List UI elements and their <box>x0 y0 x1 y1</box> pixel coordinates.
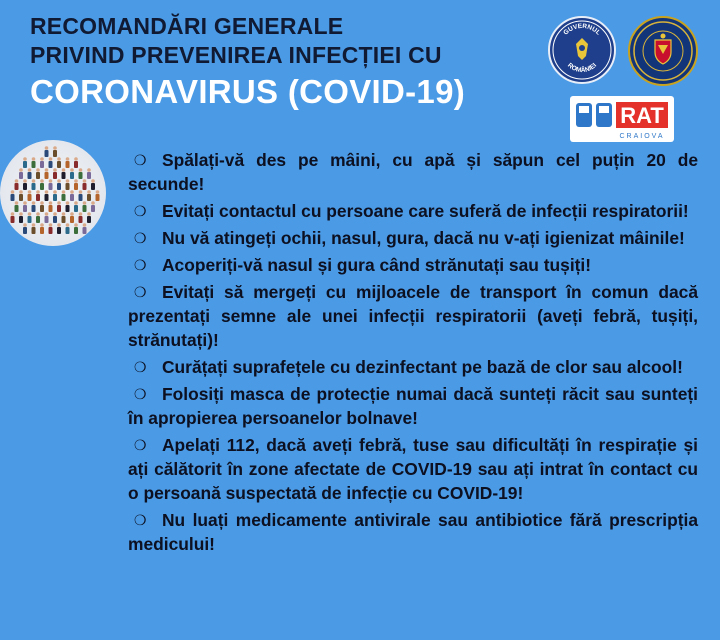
person-figure <box>36 190 40 201</box>
person-figure <box>83 201 87 212</box>
person-figure <box>66 201 70 212</box>
person-figure <box>57 201 61 212</box>
person-figure <box>19 212 23 223</box>
person-figure <box>70 190 74 201</box>
person-figure <box>66 223 70 234</box>
person-figure <box>57 157 61 168</box>
person-figure <box>23 179 27 190</box>
person-figure <box>53 168 57 179</box>
person-figure <box>32 179 36 190</box>
recommendation-item <box>128 226 698 250</box>
recommendation-item <box>128 148 698 196</box>
bullet-circle-icon: ❍ <box>134 512 147 528</box>
person-figure <box>32 223 36 234</box>
person-figure <box>15 179 19 190</box>
recommendation-item <box>128 199 698 223</box>
title-line-2: PRIVIND PREVENIREA INFECȚIEI CU <box>30 42 442 68</box>
recommendation-text: Acoperiți-vă nasul și gura când strănutați sau tușiți! <box>162 255 592 275</box>
person-figure <box>32 201 36 212</box>
person-figure <box>45 190 49 201</box>
person-figure <box>49 179 53 190</box>
poster-title <box>30 12 530 112</box>
bullet-circle-icon: ❍ <box>134 203 147 219</box>
recommendation-list <box>128 148 698 559</box>
bullet-circle-icon: ❍ <box>134 386 147 402</box>
person-figure <box>28 190 32 201</box>
person-figure <box>19 168 23 179</box>
person-figure <box>83 223 87 234</box>
bullet-circle-icon: ❍ <box>134 437 147 453</box>
svg-text:ROMÂNIEI <box>566 62 598 74</box>
person-figure <box>79 190 83 201</box>
person-figure <box>49 157 53 168</box>
person-figure <box>91 201 95 212</box>
recommendation-text: Apelați 112, dacă aveți febră, tuse sau dificultăți în respirație și ați călătorit în zone afectate de COVID-19 sau ați intrat în contact cu o persoană suspectată de infecție cu COVID-19! <box>128 435 698 503</box>
person-figure <box>96 190 100 201</box>
person-figure <box>83 179 87 190</box>
rat-logo-subtext: CRAIOVA <box>619 133 665 140</box>
person-figure <box>91 179 95 190</box>
person-figure <box>79 168 83 179</box>
person-figure <box>15 201 19 212</box>
recommendation-text: Folosiți masca de protecție numai dacă sunteți răcit sau sunteți în apropierea persoanelor bolnave! <box>128 384 698 428</box>
recommendation-item <box>128 355 698 379</box>
person-figure <box>49 223 53 234</box>
bullet-circle-icon: ❍ <box>134 359 147 375</box>
person-figure <box>53 212 57 223</box>
person-figure <box>36 212 40 223</box>
person-figure <box>74 157 78 168</box>
recommendation-text: Evitați contactul cu persoane care suferă de infecții respiratorii! <box>162 201 689 221</box>
person-figure <box>45 212 49 223</box>
gov-seal-text-bottom: ROMÂNIEI <box>566 61 599 75</box>
person-figure <box>57 223 61 234</box>
title-line-3: CORONAVIRUS (COVID-19) <box>30 73 466 110</box>
person-figure <box>40 223 44 234</box>
person-figure <box>11 190 15 201</box>
person-figure <box>74 201 78 212</box>
person-figure <box>79 212 83 223</box>
person-figure <box>40 201 44 212</box>
recommendation-text: Evitați să mergeți cu mijloacele de transport în comun dacă prezentați semne ale unei infecții respiratorii (aveți febră, tușiți, strănutați)! <box>128 282 698 350</box>
person-figure <box>28 168 32 179</box>
person-figure <box>74 179 78 190</box>
recommendation-item <box>128 280 698 352</box>
person-figure <box>87 212 91 223</box>
crowd-illustration <box>0 140 106 246</box>
person-figure <box>57 179 61 190</box>
person-figure <box>45 168 49 179</box>
person-figure <box>49 201 53 212</box>
person-figure <box>28 212 32 223</box>
person-figure <box>62 168 66 179</box>
person-figure <box>70 168 74 179</box>
recommendation-text: Spălați-vă des pe mâini, cu apă și săpun cel puțin 20 de secunde! <box>128 150 698 194</box>
person-figure <box>62 190 66 201</box>
bullet-circle-icon: ❍ <box>134 230 147 246</box>
rat-craiova-logo <box>570 96 674 142</box>
recommendation-item <box>128 253 698 277</box>
person-figure <box>19 190 23 201</box>
person-figure <box>45 146 49 157</box>
person-figure <box>23 223 27 234</box>
person-figure <box>87 190 91 201</box>
bullet-circle-icon: ❍ <box>134 284 147 300</box>
person-figure <box>11 212 15 223</box>
recommendation-item <box>128 508 698 556</box>
recommendation-item <box>128 382 698 430</box>
bullet-circle-icon: ❍ <box>134 152 147 168</box>
person-figure <box>36 168 40 179</box>
rat-logo-text: RAT <box>620 103 664 128</box>
government-seal-logo <box>548 16 616 84</box>
recommendation-item <box>128 433 698 505</box>
bullet-circle-icon: ❍ <box>134 257 147 273</box>
person-figure <box>70 212 74 223</box>
person-figure <box>87 168 91 179</box>
person-figure <box>62 212 66 223</box>
gov-seal-text-top: GUVERNUL <box>562 22 602 37</box>
person-figure <box>53 146 57 157</box>
person-figure <box>40 157 44 168</box>
emergency-department-seal-logo <box>628 16 698 86</box>
recommendation-text: Nu luați medicamente antivirale sau antibiotice fără prescripția medicului! <box>128 510 698 554</box>
person-figure <box>23 157 27 168</box>
person-figure <box>66 157 70 168</box>
person-figure <box>23 201 27 212</box>
recommendation-text: Curățați suprafețele cu dezinfectant pe bază de clor sau alcool! <box>162 357 683 377</box>
person-figure <box>66 179 70 190</box>
title-line-1: RECOMANDĂRI GENERALE <box>30 13 344 39</box>
person-figure <box>32 157 36 168</box>
person-figure <box>40 179 44 190</box>
person-figure <box>74 223 78 234</box>
person-figure <box>53 190 57 201</box>
recommendation-text: Nu vă atingeți ochii, nasul, gura, dacă nu v-ați igienizat mâinile! <box>162 228 685 248</box>
